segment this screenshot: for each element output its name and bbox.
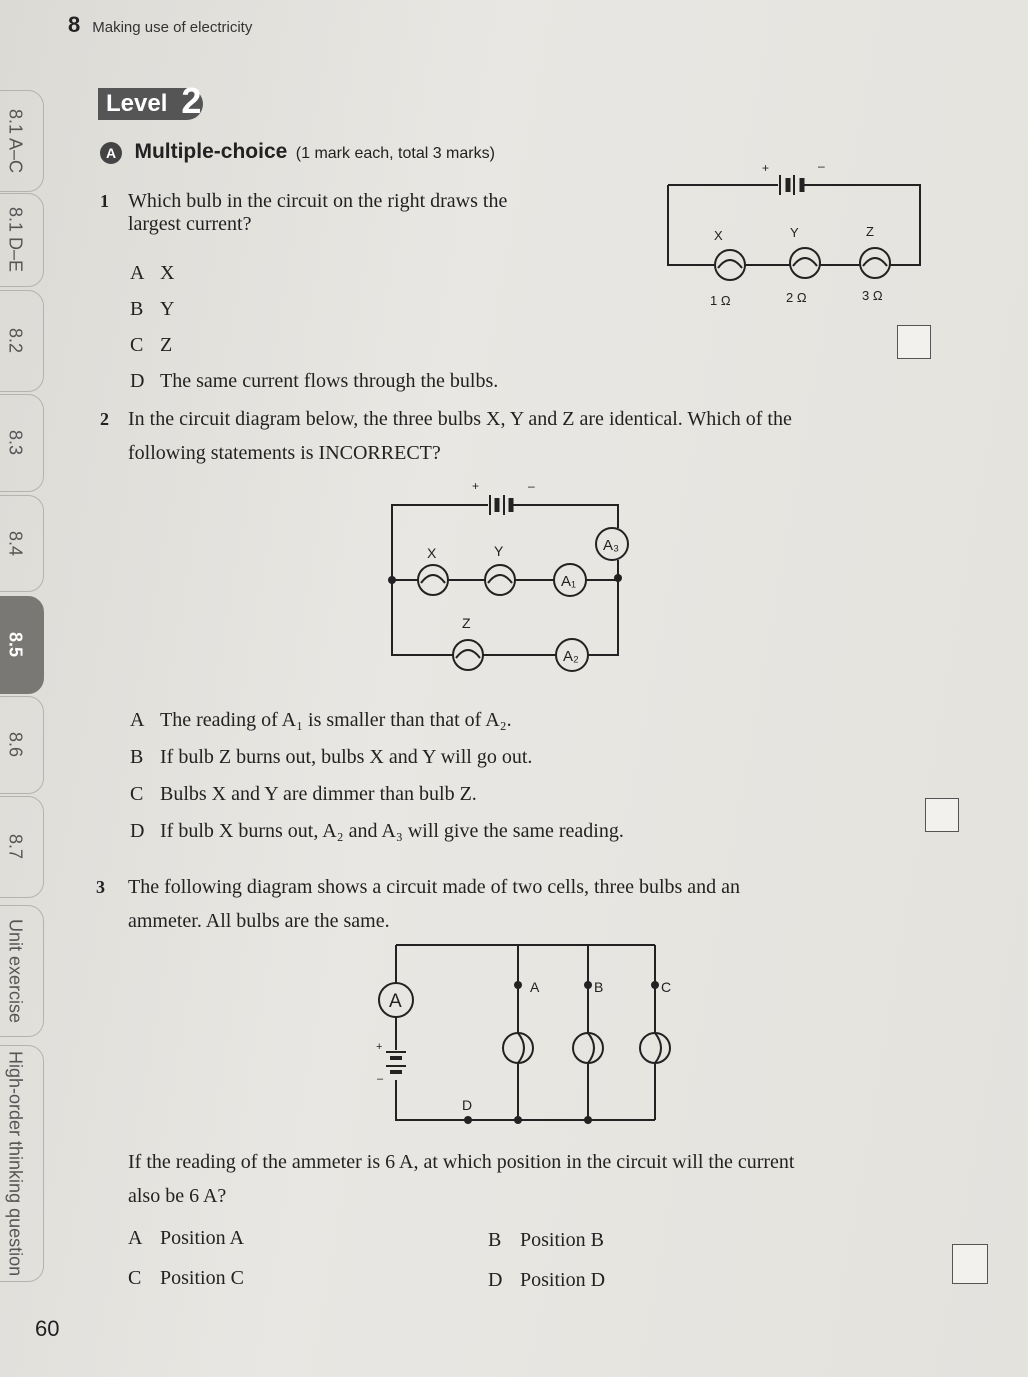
bulb-label: Z [462, 615, 471, 631]
position-label: A [530, 979, 540, 995]
minus-sign: – [528, 479, 535, 493]
section-title: Multiple-choice [134, 140, 288, 163]
option-d[interactable] [488, 1260, 605, 1300]
level-word: Level [106, 90, 168, 117]
question-1-options [130, 255, 498, 399]
question-text: largest current? [128, 213, 252, 235]
question-text: also be 6 A? [128, 1185, 227, 1207]
option-text: The reading of A₁ is smaller than that of A₂. [160, 709, 512, 731]
bulb-icon [640, 1033, 670, 1063]
tab-label: 8.1 D–E [5, 207, 26, 273]
option-text: Position B [520, 1229, 604, 1251]
option-letter: C [128, 1267, 142, 1289]
option-a[interactable] [128, 1218, 244, 1258]
option-text: Position C [160, 1267, 244, 1289]
resistance-label: 2 Ω [786, 290, 807, 305]
tab-8-7[interactable] [0, 796, 44, 898]
option-letter: A [128, 1227, 143, 1249]
tab-8-1-d-e[interactable] [0, 193, 44, 287]
bulb-label: X [427, 545, 437, 561]
option-letter: D [488, 1269, 503, 1291]
answer-box-q3[interactable] [952, 1244, 988, 1284]
option-letter: A [130, 709, 145, 731]
option-d[interactable] [130, 363, 498, 399]
option-text: If bulb Z burns out, bulbs X and Y will go out. [160, 746, 533, 768]
bulb-label: Y [790, 225, 799, 240]
question-3-prompt [128, 1145, 794, 1213]
section-heading [100, 140, 495, 164]
option-letter: B [488, 1229, 502, 1251]
tab-label: 8.3 [5, 430, 26, 456]
tab-label: 8.4 [5, 530, 26, 557]
question-text: ammeter. All bulbs are the same. [128, 910, 390, 932]
meter-label: A₃ [603, 537, 620, 554]
chapter-title: Making use of electricity [92, 19, 253, 36]
level-number: 2 [181, 80, 202, 121]
tab-label: 8.7 [5, 834, 26, 860]
question-3-options-left [128, 1218, 244, 1298]
tab-8-3[interactable] [0, 394, 44, 492]
option-letter: B [130, 298, 144, 320]
circuit-diagram-q3 [360, 930, 690, 1140]
ammeter-label: A [389, 991, 402, 1012]
tab-label: High-order thinking question [5, 1050, 26, 1277]
position-a-dot [514, 981, 522, 989]
minus-sign: – [377, 1073, 384, 1085]
option-a[interactable] [130, 702, 624, 739]
question-text: Which bulb in the circuit on the right draws the [128, 190, 508, 212]
bulb-icon [503, 1033, 533, 1063]
section-marks: (1 mark each, total 3 marks) [295, 145, 495, 162]
position-c-dot [651, 981, 659, 989]
bulb-label: Z [866, 224, 874, 239]
option-c[interactable] [130, 776, 624, 813]
question-number: 1 [100, 191, 109, 211]
tab-label: Unit exercise [5, 918, 26, 1024]
option-d[interactable] [130, 813, 624, 850]
plus-sign: + [376, 1041, 383, 1053]
tab-label: 8.6 [5, 732, 26, 758]
option-letter: D [130, 820, 145, 842]
page-number: 60 [35, 1316, 60, 1341]
option-a[interactable] [130, 255, 498, 291]
tab-label: 8.5 [5, 632, 26, 658]
tab-8-2[interactable] [0, 290, 44, 392]
option-text: Bulbs X and Y are dimmer than bulb Z. [160, 783, 477, 805]
tab-label: 8.2 [5, 328, 26, 354]
tab-unit-exercise[interactable] [0, 905, 44, 1037]
question-number: 3 [96, 877, 105, 897]
section-letter-icon: A [100, 142, 122, 164]
resistance-label: 3 Ω [862, 288, 883, 303]
circuit-diagram-q2 [380, 470, 640, 680]
question-text: following statements is INCORRECT? [128, 442, 441, 464]
position-label: D [462, 1097, 473, 1113]
level-badge [98, 80, 203, 121]
question-text: In the circuit diagram below, the three bulbs X, Y and Z are identical. Which of the [128, 408, 792, 430]
meter-label: A₂ [563, 648, 579, 665]
question-text: The following diagram shows a circuit made of two cells, three bulbs and an [128, 876, 741, 898]
option-letter: B [130, 746, 144, 768]
position-d-dot [464, 1116, 472, 1124]
tab-high-order-question[interactable] [0, 1045, 44, 1282]
position-b-dot [584, 981, 592, 989]
question-number: 2 [100, 409, 109, 429]
position-label: C [661, 979, 672, 995]
running-header [68, 12, 252, 38]
position-label: B [594, 979, 604, 995]
answer-box-q2[interactable] [925, 798, 959, 832]
option-text: Z [160, 334, 173, 356]
answer-box-q1[interactable] [897, 325, 931, 359]
option-letter: C [130, 334, 144, 356]
option-b[interactable] [130, 739, 624, 776]
option-text: Y [160, 298, 175, 320]
minus-sign: – [818, 159, 825, 173]
option-letter: C [130, 783, 144, 805]
tab-8-6[interactable] [0, 696, 44, 794]
meter-label: A₁ [561, 573, 577, 590]
resistance-label: 1 Ω [710, 293, 731, 308]
question-3-options-right [488, 1220, 605, 1300]
option-text: The same current flows through the bulbs. [160, 370, 499, 392]
option-text: X [160, 262, 175, 284]
plus-sign: + [762, 161, 770, 175]
bulb-icon [573, 1033, 603, 1063]
option-b[interactable] [130, 291, 498, 327]
bulb-label: X [714, 228, 723, 243]
plus-sign: + [472, 479, 480, 493]
option-b[interactable] [488, 1220, 605, 1260]
question-2 [100, 402, 792, 470]
option-text: Position A [160, 1227, 244, 1249]
question-2-options [130, 702, 624, 850]
question-1 [100, 190, 507, 236]
option-letter: A [130, 262, 145, 284]
question-3 [96, 870, 740, 938]
option-text: If bulb X burns out, A₂ and A₃ will give the same reading. [160, 820, 624, 842]
option-text: Position D [520, 1269, 606, 1291]
bulb-label: Y [494, 543, 504, 559]
option-c[interactable] [128, 1258, 244, 1298]
question-text: If the reading of the ammeter is 6 A, at which position in the circuit will the current [128, 1151, 795, 1173]
circuit-diagram-q1 [660, 150, 940, 320]
tab-8-4[interactable] [0, 495, 44, 592]
tab-label: 8.1 A–C [5, 108, 26, 174]
option-c[interactable] [130, 327, 498, 363]
tab-8-1-a-c[interactable] [0, 90, 44, 192]
option-letter: D [130, 370, 145, 392]
tab-8-5[interactable] [0, 596, 44, 694]
chapter-number: 8 [68, 12, 81, 37]
